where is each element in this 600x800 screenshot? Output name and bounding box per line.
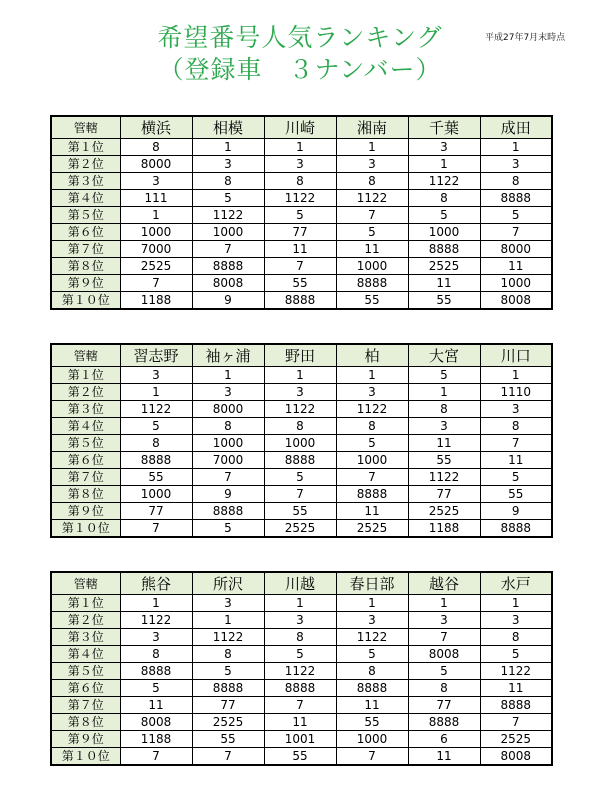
number-cell: 1	[120, 207, 192, 224]
number-cell: 1122	[336, 629, 408, 646]
number-cell: 5	[264, 646, 336, 663]
number-cell: 8	[408, 401, 480, 418]
table-row	[51, 595, 552, 612]
office-header: 横浜	[120, 116, 192, 139]
ranking-table	[50, 343, 553, 538]
table-row	[51, 367, 552, 384]
number-cell: 8000	[120, 156, 192, 173]
office-header: 所沢	[192, 572, 264, 595]
table-row	[51, 503, 552, 520]
number-cell: 7	[120, 520, 192, 538]
number-cell: 5	[120, 418, 192, 435]
number-cell: 1188	[408, 520, 480, 538]
number-cell: 8008	[480, 292, 552, 310]
rank-label: 第１０位	[51, 748, 120, 766]
number-cell: 8008	[480, 748, 552, 766]
number-cell: 3	[192, 156, 264, 173]
title-line-2: （登録車 ３ナンバー）	[158, 55, 442, 84]
number-cell: 8888	[120, 663, 192, 680]
number-cell: 8888	[192, 680, 264, 697]
header-label: 管轄	[51, 572, 120, 595]
number-cell: 77	[408, 697, 480, 714]
number-cell: 3	[408, 139, 480, 156]
header-row	[51, 344, 552, 367]
number-cell: 11	[336, 241, 408, 258]
number-cell: 3	[192, 595, 264, 612]
table-row	[51, 714, 552, 731]
number-cell: 8	[336, 173, 408, 190]
number-cell: 55	[336, 292, 408, 310]
number-cell: 1122	[120, 612, 192, 629]
number-cell: 8888	[480, 190, 552, 207]
number-cell: 8	[480, 173, 552, 190]
number-cell: 7	[192, 241, 264, 258]
number-cell: 8888	[264, 680, 336, 697]
number-cell: 1	[192, 612, 264, 629]
number-cell: 1122	[408, 173, 480, 190]
table-row	[51, 258, 552, 275]
number-cell: 11	[408, 748, 480, 766]
number-cell: 1000	[120, 224, 192, 241]
number-cell: 2525	[336, 520, 408, 538]
number-cell: 1	[264, 139, 336, 156]
table-row	[51, 418, 552, 435]
number-cell: 1	[336, 367, 408, 384]
number-cell: 7	[192, 469, 264, 486]
number-cell: 1	[192, 367, 264, 384]
number-cell: 55	[192, 731, 264, 748]
number-cell: 2525	[120, 258, 192, 275]
rank-label: 第９位	[51, 731, 120, 748]
number-cell: 1	[480, 139, 552, 156]
number-cell: 5	[192, 190, 264, 207]
number-cell: 7	[336, 748, 408, 766]
table-row	[51, 731, 552, 748]
number-cell: 1001	[264, 731, 336, 748]
office-header: 柏	[336, 344, 408, 367]
rank-label: 第１位	[51, 595, 120, 612]
number-cell: 8008	[192, 275, 264, 292]
number-cell: 1122	[264, 401, 336, 418]
office-header: 川崎	[264, 116, 336, 139]
table-row	[51, 520, 552, 538]
number-cell: 8	[264, 173, 336, 190]
number-cell: 1000	[408, 224, 480, 241]
rank-label: 第４位	[51, 418, 120, 435]
table-row	[51, 435, 552, 452]
rank-label: 第３位	[51, 629, 120, 646]
number-cell: 8888	[336, 275, 408, 292]
number-cell: 1000	[192, 435, 264, 452]
number-cell: 1	[408, 156, 480, 173]
table-row	[51, 275, 552, 292]
number-cell: 1122	[264, 663, 336, 680]
number-cell: 1000	[336, 452, 408, 469]
number-cell: 7	[192, 748, 264, 766]
number-cell: 55	[408, 452, 480, 469]
number-cell: 11	[408, 435, 480, 452]
office-header: 水戸	[480, 572, 552, 595]
number-cell: 7	[480, 224, 552, 241]
number-cell: 8	[480, 418, 552, 435]
number-cell: 5	[408, 367, 480, 384]
number-cell: 1122	[192, 207, 264, 224]
number-cell: 1122	[120, 401, 192, 418]
number-cell: 11	[408, 275, 480, 292]
number-cell: 1	[120, 595, 192, 612]
number-cell: 5	[336, 224, 408, 241]
number-cell: 1122	[264, 190, 336, 207]
table-row	[51, 663, 552, 680]
number-cell: 2525	[408, 258, 480, 275]
number-cell: 8000	[192, 401, 264, 418]
number-cell: 8888	[192, 258, 264, 275]
number-cell: 8	[120, 646, 192, 663]
number-cell: 1122	[408, 469, 480, 486]
number-cell: 8888	[336, 486, 408, 503]
office-header: 大宮	[408, 344, 480, 367]
rank-label: 第３位	[51, 173, 120, 190]
ranking-table	[50, 571, 553, 766]
table-row	[51, 748, 552, 766]
number-cell: 1	[480, 367, 552, 384]
number-cell: 55	[264, 748, 336, 766]
number-cell: 77	[192, 697, 264, 714]
number-cell: 5	[336, 435, 408, 452]
office-header: 習志野	[120, 344, 192, 367]
number-cell: 77	[120, 503, 192, 520]
number-cell: 7	[264, 258, 336, 275]
table-row	[51, 612, 552, 629]
number-cell: 3	[192, 384, 264, 401]
number-cell: 8	[120, 435, 192, 452]
number-cell: 8888	[192, 503, 264, 520]
office-header: 川越	[264, 572, 336, 595]
number-cell: 2525	[480, 731, 552, 748]
number-cell: 8888	[120, 452, 192, 469]
number-cell: 8008	[408, 646, 480, 663]
number-cell: 7	[408, 629, 480, 646]
rank-label: 第８位	[51, 486, 120, 503]
number-cell: 1110	[480, 384, 552, 401]
rank-label: 第７位	[51, 241, 120, 258]
number-cell: 8	[264, 418, 336, 435]
number-cell: 55	[408, 292, 480, 310]
number-cell: 11	[480, 258, 552, 275]
table-row	[51, 401, 552, 418]
number-cell: 11	[120, 697, 192, 714]
number-cell: 11	[264, 241, 336, 258]
number-cell: 1000	[192, 224, 264, 241]
number-cell: 8888	[408, 241, 480, 258]
number-cell: 3	[480, 156, 552, 173]
number-cell: 8	[336, 663, 408, 680]
number-cell: 3	[336, 612, 408, 629]
table-row	[51, 292, 552, 310]
number-cell: 7000	[192, 452, 264, 469]
number-cell: 5	[480, 469, 552, 486]
table-row	[51, 697, 552, 714]
rank-label: 第３位	[51, 401, 120, 418]
header-row	[51, 572, 552, 595]
number-cell: 8888	[480, 520, 552, 538]
number-cell: 8	[120, 139, 192, 156]
number-cell: 8	[192, 173, 264, 190]
rank-label: 第４位	[51, 190, 120, 207]
rank-label: 第２位	[51, 156, 120, 173]
date-note: 平成27年7月末時点	[485, 33, 566, 43]
rank-label: 第７位	[51, 697, 120, 714]
number-cell: 8	[264, 629, 336, 646]
number-cell: 55	[264, 503, 336, 520]
rank-label: 第１位	[51, 367, 120, 384]
number-cell: 111	[120, 190, 192, 207]
number-cell: 1	[480, 595, 552, 612]
table-row	[51, 469, 552, 486]
number-cell: 9	[192, 486, 264, 503]
number-cell: 1	[336, 595, 408, 612]
rank-label: 第１０位	[51, 292, 120, 310]
rank-label: 第６位	[51, 224, 120, 241]
number-cell: 3	[336, 384, 408, 401]
rank-label: 第６位	[51, 680, 120, 697]
number-cell: 1	[264, 367, 336, 384]
number-cell: 5	[264, 207, 336, 224]
number-cell: 2525	[264, 520, 336, 538]
table-row	[51, 646, 552, 663]
number-cell: 1122	[336, 401, 408, 418]
number-cell: 1188	[120, 292, 192, 310]
rank-label: 第９位	[51, 275, 120, 292]
number-cell: 8888	[264, 452, 336, 469]
header-label: 管轄	[51, 344, 120, 367]
rank-label: 第６位	[51, 452, 120, 469]
number-cell: 11	[480, 680, 552, 697]
number-cell: 7	[120, 748, 192, 766]
number-cell: 1	[408, 384, 480, 401]
number-cell: 5	[264, 469, 336, 486]
number-cell: 3	[264, 384, 336, 401]
number-cell: 1122	[336, 190, 408, 207]
number-cell: 5	[408, 663, 480, 680]
table-row	[51, 384, 552, 401]
number-cell: 1188	[120, 731, 192, 748]
office-header: 越谷	[408, 572, 480, 595]
office-header: 熊谷	[120, 572, 192, 595]
office-header: 春日部	[336, 572, 408, 595]
rank-label: 第８位	[51, 714, 120, 731]
number-cell: 1	[120, 384, 192, 401]
header-label: 管轄	[51, 116, 120, 139]
rank-label: 第４位	[51, 646, 120, 663]
number-cell: 55	[264, 275, 336, 292]
number-cell: 5	[408, 207, 480, 224]
number-cell: 1122	[480, 663, 552, 680]
number-cell: 8	[192, 418, 264, 435]
rank-label: 第９位	[51, 503, 120, 520]
number-cell: 3	[408, 418, 480, 435]
number-cell: 1122	[192, 629, 264, 646]
number-cell: 7	[336, 469, 408, 486]
number-cell: 2525	[408, 503, 480, 520]
number-cell: 7000	[120, 241, 192, 258]
ranking-table	[50, 115, 553, 310]
office-header: 川口	[480, 344, 552, 367]
number-cell: 7	[480, 714, 552, 731]
number-cell: 7	[336, 207, 408, 224]
number-cell: 5	[120, 680, 192, 697]
office-header: 袖ヶ浦	[192, 344, 264, 367]
table-row	[51, 173, 552, 190]
office-header: 成田	[480, 116, 552, 139]
number-cell: 8	[408, 190, 480, 207]
number-cell: 8	[192, 646, 264, 663]
table-row	[51, 207, 552, 224]
number-cell: 1	[336, 139, 408, 156]
table-row	[51, 452, 552, 469]
office-header: 相模	[192, 116, 264, 139]
number-cell: 3	[336, 156, 408, 173]
number-cell: 1000	[120, 486, 192, 503]
number-cell: 7	[264, 486, 336, 503]
number-cell: 1	[264, 595, 336, 612]
number-cell: 8008	[120, 714, 192, 731]
table-row	[51, 224, 552, 241]
number-cell: 3	[120, 629, 192, 646]
number-cell: 8000	[480, 241, 552, 258]
rank-label: 第５位	[51, 435, 120, 452]
number-cell: 9	[480, 503, 552, 520]
number-cell: 5	[192, 663, 264, 680]
rank-label: 第１０位	[51, 520, 120, 538]
number-cell: 8	[336, 418, 408, 435]
number-cell: 5	[336, 646, 408, 663]
number-cell: 8	[408, 680, 480, 697]
table-row	[51, 241, 552, 258]
number-cell: 8888	[264, 292, 336, 310]
number-cell: 11	[264, 714, 336, 731]
number-cell: 6	[408, 731, 480, 748]
number-cell: 8888	[480, 697, 552, 714]
office-header: 千葉	[408, 116, 480, 139]
number-cell: 55	[336, 714, 408, 731]
number-cell: 3	[120, 367, 192, 384]
number-cell: 55	[120, 469, 192, 486]
number-cell: 3	[408, 612, 480, 629]
number-cell: 7	[264, 697, 336, 714]
number-cell: 1	[192, 139, 264, 156]
table-row	[51, 629, 552, 646]
number-cell: 11	[336, 697, 408, 714]
number-cell: 5	[480, 207, 552, 224]
number-cell: 7	[480, 435, 552, 452]
rank-label: 第２位	[51, 384, 120, 401]
number-cell: 11	[336, 503, 408, 520]
table-row	[51, 190, 552, 207]
header-row	[51, 116, 552, 139]
number-cell: 8	[480, 629, 552, 646]
number-cell: 3	[480, 401, 552, 418]
number-cell: 55	[480, 486, 552, 503]
number-cell: 3	[120, 173, 192, 190]
table-row	[51, 680, 552, 697]
rank-label: 第７位	[51, 469, 120, 486]
rank-label: 第５位	[51, 207, 120, 224]
office-header: 湘南	[336, 116, 408, 139]
number-cell: 7	[120, 275, 192, 292]
rank-label: 第５位	[51, 663, 120, 680]
title-line-1: 希望番号人気ランキング	[157, 23, 443, 52]
office-header: 野田	[264, 344, 336, 367]
number-cell: 5	[192, 520, 264, 538]
table-row	[51, 156, 552, 173]
number-cell: 8888	[408, 714, 480, 731]
number-cell: 77	[264, 224, 336, 241]
number-cell: 5	[480, 646, 552, 663]
number-cell: 1	[408, 595, 480, 612]
rank-label: 第２位	[51, 612, 120, 629]
table-row	[51, 139, 552, 156]
number-cell: 9	[192, 292, 264, 310]
number-cell: 8888	[336, 680, 408, 697]
number-cell: 2525	[192, 714, 264, 731]
number-cell: 11	[480, 452, 552, 469]
number-cell: 3	[264, 612, 336, 629]
rank-label: 第１位	[51, 139, 120, 156]
number-cell: 3	[264, 156, 336, 173]
number-cell: 77	[408, 486, 480, 503]
number-cell: 3	[480, 612, 552, 629]
number-cell: 1000	[336, 731, 408, 748]
number-cell: 1000	[264, 435, 336, 452]
number-cell: 1000	[336, 258, 408, 275]
table-row	[51, 486, 552, 503]
rank-label: 第８位	[51, 258, 120, 275]
number-cell: 1000	[480, 275, 552, 292]
